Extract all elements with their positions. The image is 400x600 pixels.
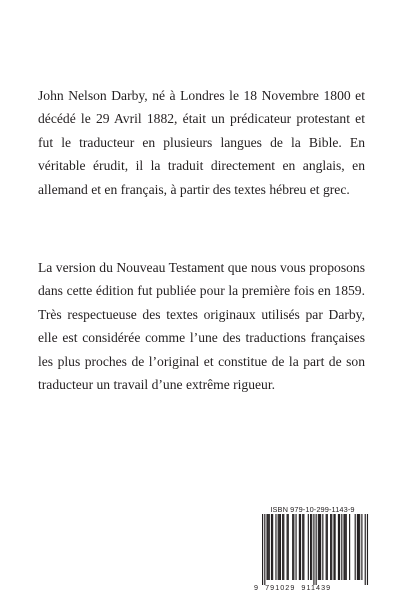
barcode-bar: [327, 514, 328, 580]
barcode-bar: [272, 514, 273, 580]
barcode-bar: [319, 514, 320, 580]
barcode-bar: [343, 514, 344, 580]
barcode-guard-bar: [262, 514, 263, 585]
barcode-bar: [341, 514, 342, 580]
barcode-bar: [358, 514, 359, 580]
barcode-bar: [293, 514, 294, 580]
barcode-bar: [266, 514, 267, 580]
barcode-bar: [300, 514, 301, 580]
barcode-bar: [287, 514, 288, 580]
barcode-bar: [349, 514, 350, 580]
barcode-guard-bar: [316, 514, 317, 585]
barcode-digits: [253, 583, 370, 592]
barcode-bar: [303, 514, 304, 580]
barcode-bar: [339, 514, 340, 580]
barcode-guard-bar: [313, 514, 314, 585]
barcode-bar: [310, 514, 311, 580]
barcode-bar: [359, 514, 360, 580]
barcode-bar: [279, 514, 280, 580]
barcode-guard-bar: [367, 514, 368, 585]
barcode-bar: [271, 514, 272, 580]
barcode-bar: [318, 514, 319, 580]
edition-paragraph: La version du Nouveau Testament que nous vous proposons dans cette édition fut publiée pour la première fois en 1859. Très respectueuse des textes originaux utilisés par Darby, elle est considérée comme l’une des traductions françaises les plus proches de l’original et constitue de la part de son traducteur un travail d’une extrême rigueur.: [38, 260, 365, 393]
barcode-bar: [288, 514, 289, 580]
barcode-bar: [282, 514, 283, 580]
barcode-bar: [361, 514, 362, 580]
barcode-bar: [299, 514, 300, 580]
barcode-bar: [338, 514, 339, 580]
barcode-digits-text: 9 791029 911439: [254, 583, 332, 592]
barcode-bar: [278, 514, 279, 580]
barcode-bar: [283, 514, 284, 580]
barcode-guard-bar: [264, 514, 265, 585]
barcode-bar: [326, 514, 327, 580]
barcode-bar: [335, 514, 336, 580]
barcode-bar: [308, 514, 309, 580]
barcode-bar: [331, 514, 332, 580]
isbn-barcode: [253, 505, 370, 593]
barcode-bar: [357, 514, 358, 580]
barcode-bar: [345, 514, 346, 580]
barcode-bars: [253, 514, 370, 593]
barcode-guard-bar: [365, 514, 366, 585]
barcode-bar: [322, 514, 323, 580]
barcode-bar: [275, 514, 276, 580]
barcode-bar: [311, 514, 312, 580]
barcode-bar: [295, 514, 296, 580]
barcode-bar: [280, 514, 281, 580]
barcode-bar: [333, 514, 334, 580]
biography-paragraph: John Nelson Darby, né à Londres le 18 Novembre 1800 et décédé le 29 Avril 1882, était un prédicateur protestant et fut le traducteur en plusieurs langues de la Bible. En véritable érudit, il la traduit directement en anglais, en allemand et en français, à partir des textes hébreu et grec.: [38, 88, 365, 197]
barcode-bar: [330, 514, 331, 580]
barcode-bar: [346, 514, 347, 580]
barcode-bar: [320, 514, 321, 580]
barcode-bar: [302, 514, 303, 580]
barcode-bar: [268, 514, 269, 580]
barcode-bar: [292, 514, 293, 580]
barcode-bar: [269, 514, 270, 580]
isbn-label: ISBN 979-10-299-1143-9: [270, 505, 355, 514]
barcode-bar: [355, 514, 356, 580]
